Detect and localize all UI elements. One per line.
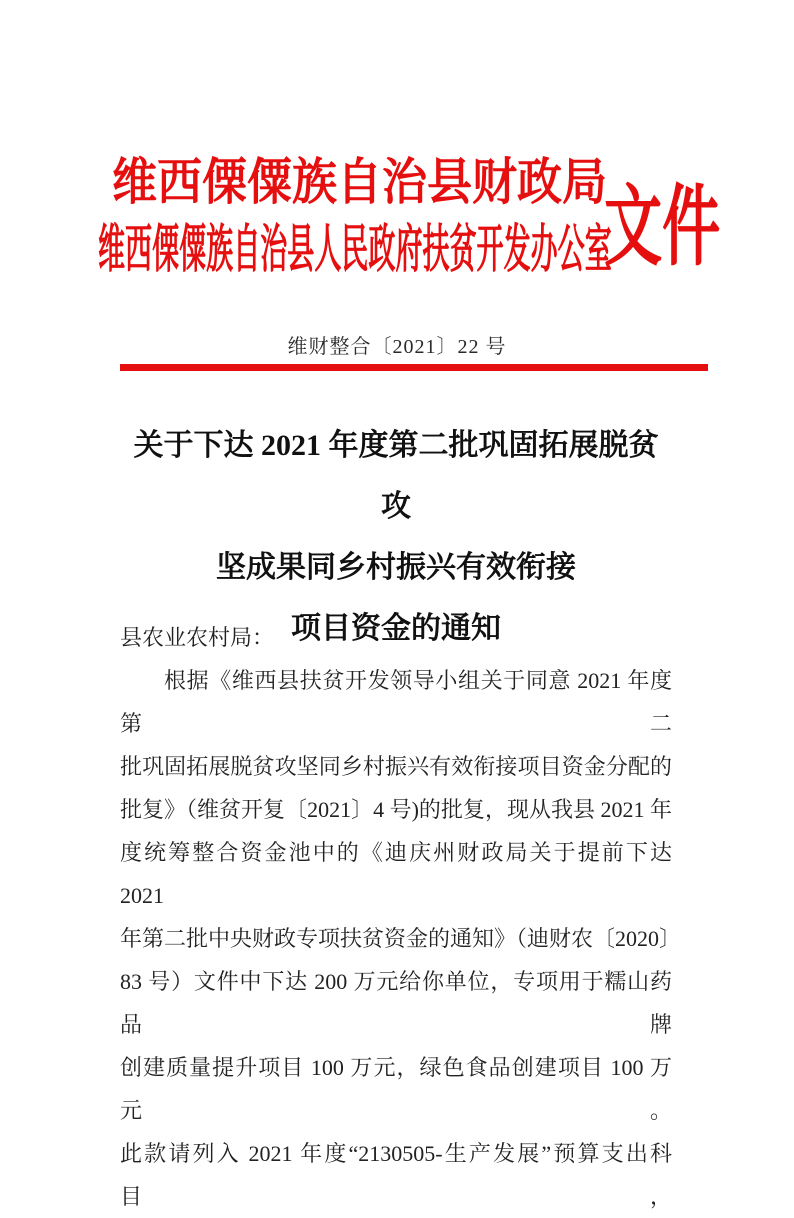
body-line: 年第二批中央财政专项扶贫资金的通知》（迪财农〔2020〕 (120, 926, 682, 951)
letterhead-agency-poverty-alleviation-office: 维西傈僳族自治县人民政府扶贫开发办公室 (98, 222, 612, 279)
title-line-2: 坚成果同乡村振兴有效衔接 (216, 551, 576, 584)
recipient-line: 县农业农村局： (120, 625, 275, 650)
body-line: 度统筹整合资金池中的《迪庆州财政局关于提前下达 2021 (120, 840, 672, 908)
body-line: 根据《维西县扶贫开发领导小组关于同意 2021 年度第二 (120, 668, 672, 736)
body-line: 批复》（维贫开复〔2021〕4 号)的批复，现从我县 2021 年 (120, 797, 672, 822)
title-line-1: 关于下达 2021 年度第二批巩固拓展脱贫攻 (133, 429, 659, 523)
letterhead-document-word: 文件 (604, 180, 721, 277)
body-line: 此款请列入 2021 年度“2130505-生产发展”预算支出科目， (120, 1141, 672, 1209)
red-letterhead (0, 155, 794, 295)
title-line-3: 项目资金的通知 (291, 612, 501, 645)
body-line: 83 号）文件中下达 200 万元给你单位，专项用于糯山药品牌 (120, 969, 672, 1037)
red-divider-rule (120, 364, 708, 371)
body-line: 批巩固拓展脱贫攻坚同乡村振兴有效衔接项目资金分配的 (120, 754, 672, 779)
body-line: 创建质量提升项目 100 万元，绿色食品创建项目 100 万元。 (120, 1055, 672, 1123)
letterhead-agency-finance-bureau: 维西傈僳族自治县财政局 (112, 154, 607, 210)
document-body (120, 616, 682, 1218)
document-number: 维财整合〔2021〕22 号 (287, 336, 507, 358)
